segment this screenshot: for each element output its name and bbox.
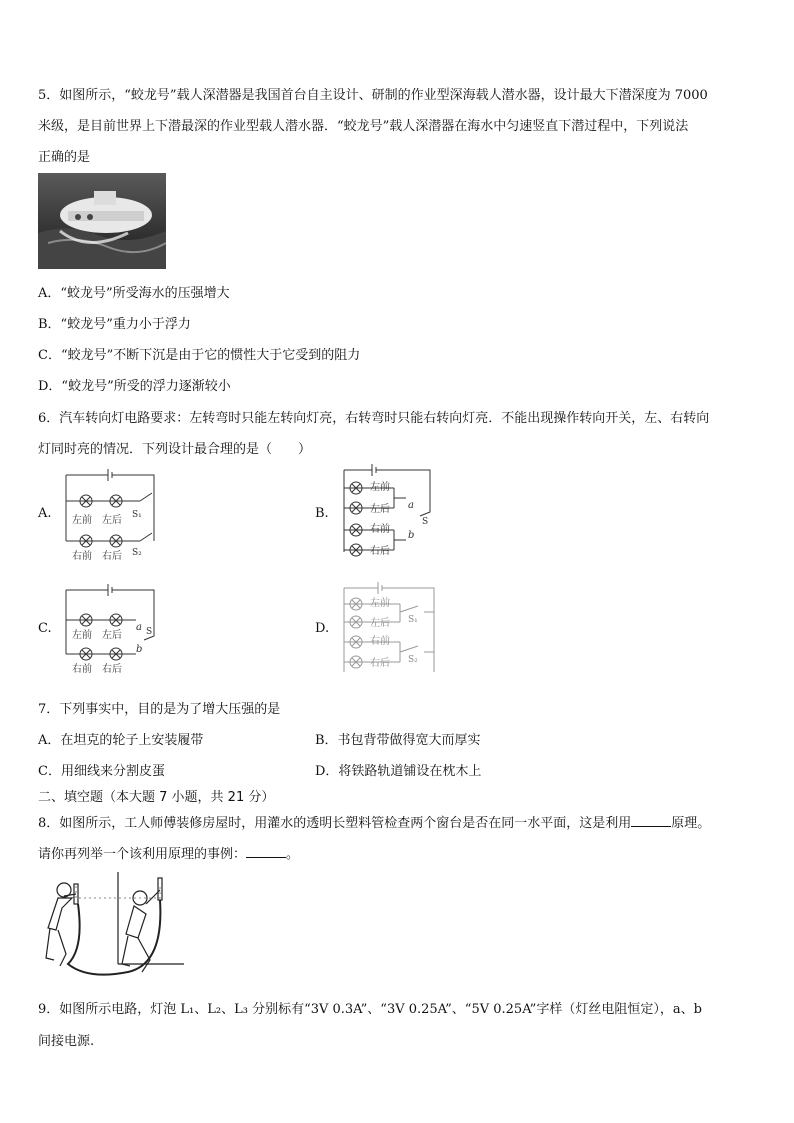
circuit-diagram-c: [60, 578, 160, 676]
q5-option-b: B．“蛟龙号”重力小于浮力: [38, 317, 191, 332]
lamp-label-right-front: 右前: [370, 636, 390, 647]
q5-line-3: 正确的是: [38, 150, 91, 165]
lamp-label-left-front: 左前: [72, 515, 92, 526]
lamp-label-left-front: 左前: [370, 598, 390, 609]
lamp-label-right-rear: 右后: [102, 664, 122, 675]
switch-label-s: S: [146, 627, 153, 637]
switch-label-s: S: [422, 517, 429, 527]
q5-line-2: 米级，是目前世界上下潜最深的作业型载人潜水器．“蛟龙号”载人深潜器在海水中匀速竖直下潜过程中，下列说法: [38, 119, 689, 134]
lamp-label-left-rear: 左后: [102, 630, 122, 641]
circuit-diagram-a: [60, 463, 160, 563]
q7-line-1: 7．下列事实中，目的是为了增大压强的是: [38, 702, 281, 717]
q7-option-c: C．用细线来分割皮蛋: [38, 764, 165, 779]
q8-line-1-text: 8．如图所示，工人师傅装修房屋时，用灌水的透明长塑料管检查两个窗台是否在同一水平面，这是利用: [38, 816, 632, 831]
q8-answer-blank-1[interactable]: [631, 814, 671, 827]
switch-label-s1: S₁: [132, 510, 142, 520]
lamp-label-left-rear: 左后: [370, 618, 390, 629]
q8-line-1-suffix: 原理。: [671, 816, 711, 831]
q6-option-b-label: B.: [315, 506, 329, 521]
q5-option-a: A．“蛟龙号”所受海水的压强增大: [38, 286, 230, 301]
workers-water-level-illustration: [38, 868, 184, 984]
q9-line-2: 间接电源.: [38, 1034, 95, 1049]
q6-option-d-label: D.: [315, 621, 330, 636]
q8-line-2-text: 请你再列举一个该利用原理的事例：: [38, 847, 247, 862]
q7-option-d: D．将铁路轨道铺设在枕木上: [315, 764, 482, 779]
switch-contact-a: a: [408, 500, 414, 511]
q7-option-b: B．书包背带做得宽大而厚实: [315, 733, 481, 748]
lamp-label-left-front: 左前: [72, 630, 92, 641]
lamp-label-right-front: 右前: [72, 664, 92, 675]
lamp-label-right-front: 右前: [72, 551, 92, 562]
section-heading-fill-in: 二、填空题（本大题 7 小题，共 21 分）: [38, 790, 275, 805]
switch-label-s2: S₂: [132, 548, 142, 558]
switch-contact-a: a: [136, 622, 142, 633]
q5-option-c: C．“蛟龙号”不断下沉是由于它的惯性大于它受到的阻力: [38, 348, 361, 363]
switch-contact-b: b: [408, 530, 415, 541]
q6-option-a-label: A.: [38, 506, 52, 521]
q8-answer-blank-2[interactable]: [246, 845, 286, 858]
q8-line-1: [38, 812, 710, 831]
switch-contact-b: b: [136, 644, 143, 655]
circuit-diagram-b: [338, 460, 436, 564]
q6-line-2: 灯同时亮的情况．下列设计最合理的是（ ）: [38, 442, 312, 457]
q9-line-1: 9．如图所示电路，灯泡 L₁、L₂、L₃ 分别标有“3V 0.3A”、“3V 0.25A”、“5V 0.25A”字样（灯丝电阻恒定），a、b: [38, 1002, 702, 1017]
switch-label-s1: S₁: [408, 615, 418, 625]
lamp-label-right-rear: 右后: [102, 551, 122, 562]
submersible-photo: [38, 173, 166, 269]
lamp-label-right-rear: 右后: [370, 546, 390, 557]
q5-option-d: D．“蛟龙号”所受的浮力逐渐较小: [38, 379, 231, 394]
lamp-label-left-front: 左前: [370, 482, 390, 493]
q5-line-1: 5．如图所示，“蛟龙号”载人深潜器是我国首台自主设计、研制的作业型深海载人潜水器，设计最大下潜深度为 7000: [38, 88, 708, 103]
q6-line-1: 6．汽车转向灯电路要求：左转弯时只能左转向灯亮，右转弯时只能右转向灯亮．不能出现操作转向开关，左、右转向: [38, 411, 710, 426]
q7-option-a: A．在坦克的轮子上安装履带: [38, 733, 204, 748]
circuit-diagram-d: [338, 576, 438, 680]
q6-option-c-label: C.: [38, 621, 52, 636]
lamp-label-right-front: 右前: [370, 524, 390, 535]
lamp-label-left-rear: 左后: [102, 515, 122, 526]
switch-label-s2: S₂: [408, 655, 418, 665]
q8-line-2: [38, 843, 299, 862]
lamp-label-left-rear: 左后: [370, 504, 390, 515]
lamp-label-right-rear: 右后: [370, 658, 390, 669]
q8-line-2-suffix: 。: [286, 847, 300, 862]
